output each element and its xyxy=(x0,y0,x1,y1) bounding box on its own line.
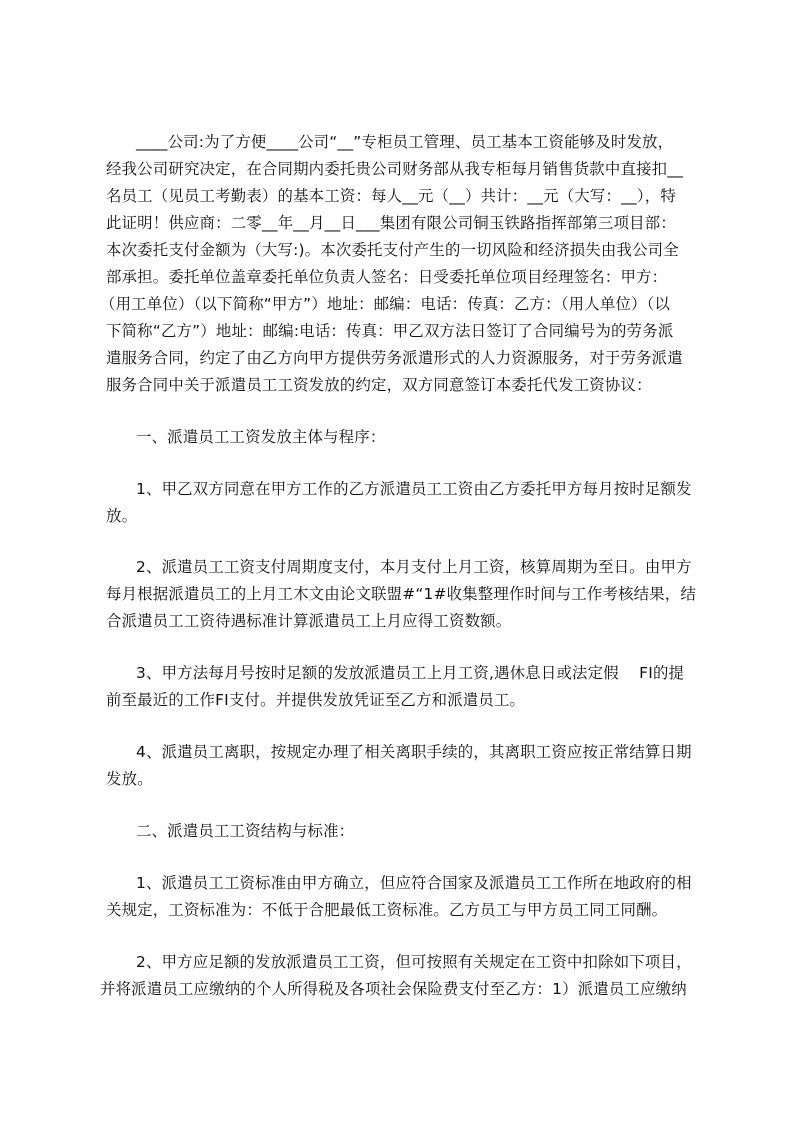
section1-item-3-line: 前至最近的工作FI支付。并提供发放凭证至乙方和派遣员工。 xyxy=(106,691,526,709)
section1-item-2-line: 每月根据派遣员工的上月工木文由论文联盟#“1#收集整理作时间与工作考核结果，结 xyxy=(106,585,697,603)
section-heading-2: 二、派遣员工工资结构与标准： xyxy=(136,822,355,840)
section1-item-1-line: 1、甲乙双方同意在甲方工作的乙方派遣员工工资由乙方委托甲方每月按时足额发 xyxy=(136,480,692,498)
section1-item-3-line: 3、甲方法每月号按时足额的发放派遣员工上月工资,遇休息日或法定假 FI的提 xyxy=(136,664,685,682)
section1-item-2-line: 2、派遣员工工资支付周期度支付，本月支付上月工资，核算周期为至日。由甲方 xyxy=(136,558,692,576)
section1-item-2-line: 合派遣员工工资待遇标准计算派遣员工上月应得工资数额。 xyxy=(106,612,512,630)
intro-line: 下简称“乙方”）地址：邮编:电话：传真：甲乙双方法日签订了合同编号为的劳务派 xyxy=(106,322,674,340)
intro-line: 服务合同中关于派遣员工工资发放的约定，双方同意签订本委托代发工资协议： xyxy=(106,376,652,394)
intro-line: 名员工（见员工考勤表）的基本工资：每人__元（__）共计：__元（大写：__），特 xyxy=(106,187,676,205)
section2-item-2-line: 并将派遣员工应缴纳的个人所得税及各项社会保险费支付至乙方：1）派遣员工应缴纳 xyxy=(100,980,687,998)
intro-line: ____公司:为了方便____公司“__”专柜员工管理、员工基本工资能够及时发放， xyxy=(136,133,674,151)
section1-item-1-line: 放。 xyxy=(106,507,138,525)
section2-item-2-line: 2、甲方应足额的发放派遣员工工资，但可按照有关规定在工资中扣除如下项目， xyxy=(136,953,692,971)
intro-line: 本次委托支付金额为（大写:)。本次委托支付产生的一切风险和经济损失由我公司全 xyxy=(106,241,679,259)
section2-item-1-line: 关规定，工资标准为：不低于合肥最低工资标准。乙方员工与甲方员工同工同酬。 xyxy=(106,901,668,919)
section-heading-1: 一、派遣员工工资发放主体与程序： xyxy=(136,428,386,446)
intro-line: 部承担。委托单位盖章委托单位负责人签名：日受委托单位项目经理签名：甲方： xyxy=(106,268,668,286)
intro-line: 遣服务合同，约定了由乙方向甲方提供劳务派遣形式的人力资源服务，对于劳务派遣 xyxy=(106,349,683,367)
section1-item-4-line: 发放。 xyxy=(106,770,153,788)
intro-line: （用工单位）（以下简称“甲方”）地址：邮编：电话：传真：乙方：（用人单位）（以 xyxy=(100,295,671,313)
section2-item-1-line: 1、派遣员工工资标准由甲方确立，但应符合国家及派遣员工工作所在地政府的相 xyxy=(136,874,692,892)
section1-item-4-line: 4、派遣员工离职，按规定办理了相关离职手续的，其离职工资应按正常结算日期 xyxy=(136,743,692,761)
intro-line: 经我公司研究决定，在合同期内委托贵公司财务部从我专柜每月销售货款中直接扣__ xyxy=(106,160,684,178)
intro-line: 此证明！供应商：二零__年__月__日___集团有限公司铜玉铁路指挥部第三项目部： xyxy=(106,214,676,232)
